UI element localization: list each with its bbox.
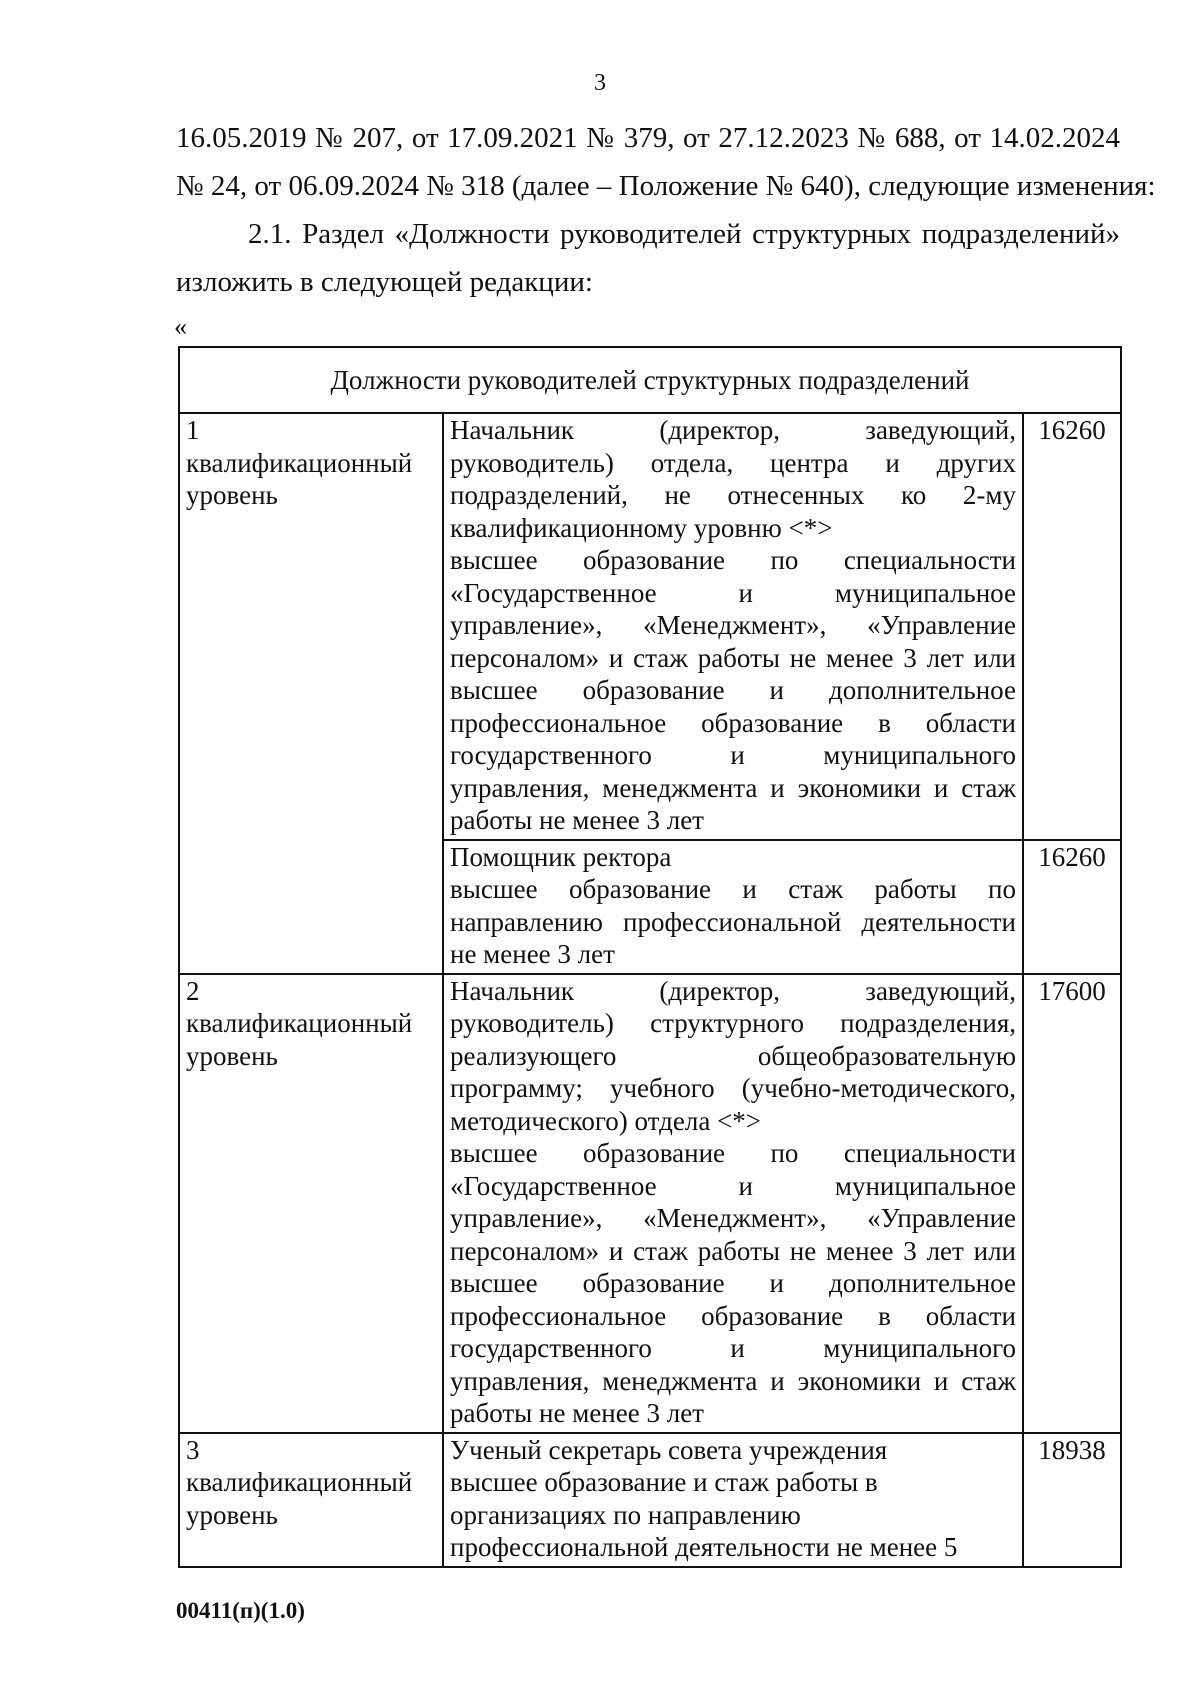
table-row <box>179 413 1121 840</box>
description-line: высшее образование по специальности <box>450 1138 1016 1168</box>
section-paragraph <box>176 210 1120 306</box>
level-label: уровень <box>186 1040 278 1071</box>
level-label: квалификационный <box>186 1467 413 1497</box>
table-header-row <box>179 347 1121 413</box>
description-line: методического) отдела <*> <box>450 1105 762 1136</box>
description-line: управления, менеджмента и экономики и стаж <box>450 1365 1016 1396</box>
description-line: не менее 3 лет <box>450 939 615 969</box>
level-number: 1 <box>186 415 200 445</box>
description-line: высшее образование и дополнительное <box>450 1268 1016 1298</box>
text-line: изложить в следующей редакции: <box>176 266 593 298</box>
level-label: уровень <box>186 1499 278 1530</box>
text-line: № 24, от 06.09.2024 № 318 (далее – Положение № 640), следующие изменения: <box>176 170 1156 202</box>
description-line: Начальник (директор, заведующий, <box>450 415 1016 445</box>
text-line: 16.05.2019 № 207, от 17.09.2021 № 379, от 27.12.2023 № 688, от 14.02.2024 <box>176 122 1120 154</box>
level-label: квалификационный <box>186 1008 413 1038</box>
description-line: реализующего общеобразовательную <box>450 1040 1016 1071</box>
description-line: управление», «Менеджмент», «Управление <box>450 1203 1016 1233</box>
description-line: подразделений, не отнесенных ко 2-му <box>450 480 1016 510</box>
text-line: 2.1. Раздел «Должности руководителей структурных подразделений» <box>248 218 1120 250</box>
table-row <box>179 974 1121 1433</box>
description-line: работы не менее 3 лет <box>450 805 704 835</box>
qualification-level-cell <box>179 1433 443 1567</box>
level-number: 3 <box>186 1434 200 1465</box>
description-line: квалификационному уровню <*> <box>450 512 833 543</box>
description-line: профессиональное образование в области <box>450 707 1016 738</box>
level-number: 2 <box>186 975 200 1006</box>
description-line: высшее образование и дополнительное <box>450 675 1016 705</box>
position-description-cell <box>443 1433 1023 1567</box>
description-line: высшее образование по специальности <box>450 545 1016 575</box>
table-row <box>179 1433 1121 1567</box>
description-line: управления, менеджмента и экономики и стаж <box>450 772 1016 803</box>
description-line: Начальник (директор, заведующий, <box>450 975 1016 1006</box>
salary-cell: 18938 <box>1023 1433 1121 1567</box>
description-line: высшее образование и стаж работы в <box>450 1467 878 1497</box>
description-line: государственного и муниципального <box>450 1333 1016 1363</box>
position-description-cell <box>443 974 1023 1433</box>
description-line: руководитель) структурного подразделения, <box>450 1008 1016 1038</box>
position-description-cell <box>443 413 1023 840</box>
description-line: Помощник ректора <box>450 841 672 872</box>
qualification-level-cell <box>179 974 443 1433</box>
position-description-cell <box>443 840 1023 974</box>
description-line: программу; учебного (учебно-методического, <box>450 1073 1016 1103</box>
description-line: управление», «Менеджмент», «Управление <box>450 610 1016 640</box>
description-line: направлению профессиональной деятельности <box>450 906 1016 937</box>
document-code: 00411(п)(1.0) <box>176 1598 305 1623</box>
positions-table <box>178 346 1122 1568</box>
page-number: 3 <box>594 70 606 96</box>
description-line: профессиональное образование в области <box>450 1300 1016 1331</box>
description-line: руководитель) отдела, центра и других <box>450 447 1016 478</box>
description-line: профессиональной деятельности не менее 5 <box>450 1532 958 1562</box>
level-label: квалификационный <box>186 447 413 478</box>
table-header: Должности руководителей структурных подразделений <box>179 347 1121 413</box>
level-label: уровень <box>186 480 278 510</box>
description-line: организациях по направлению <box>450 1499 801 1530</box>
salary-cell: 17600 <box>1023 974 1121 1433</box>
description-line: государственного и муниципального <box>450 740 1016 770</box>
salary-cell: 16260 <box>1023 413 1121 840</box>
description-line: «Государственное и муниципальное <box>450 1170 1016 1201</box>
description-line: персоналом» и стаж работы не менее 3 лет или <box>450 642 1016 673</box>
description-line: «Государственное и муниципальное <box>450 577 1016 608</box>
description-line: Ученый секретарь совета учреждения <box>450 1434 888 1465</box>
salary-cell: 16260 <box>1023 840 1121 974</box>
opening-quote-mark: « <box>174 312 187 341</box>
description-line: персоналом» и стаж работы не менее 3 лет или <box>450 1235 1016 1266</box>
description-line: работы не менее 3 лет <box>450 1398 704 1428</box>
qualification-level-cell <box>179 413 443 974</box>
description-line: высшее образование и стаж работы по <box>450 874 1016 904</box>
intro-paragraph <box>176 114 1156 210</box>
